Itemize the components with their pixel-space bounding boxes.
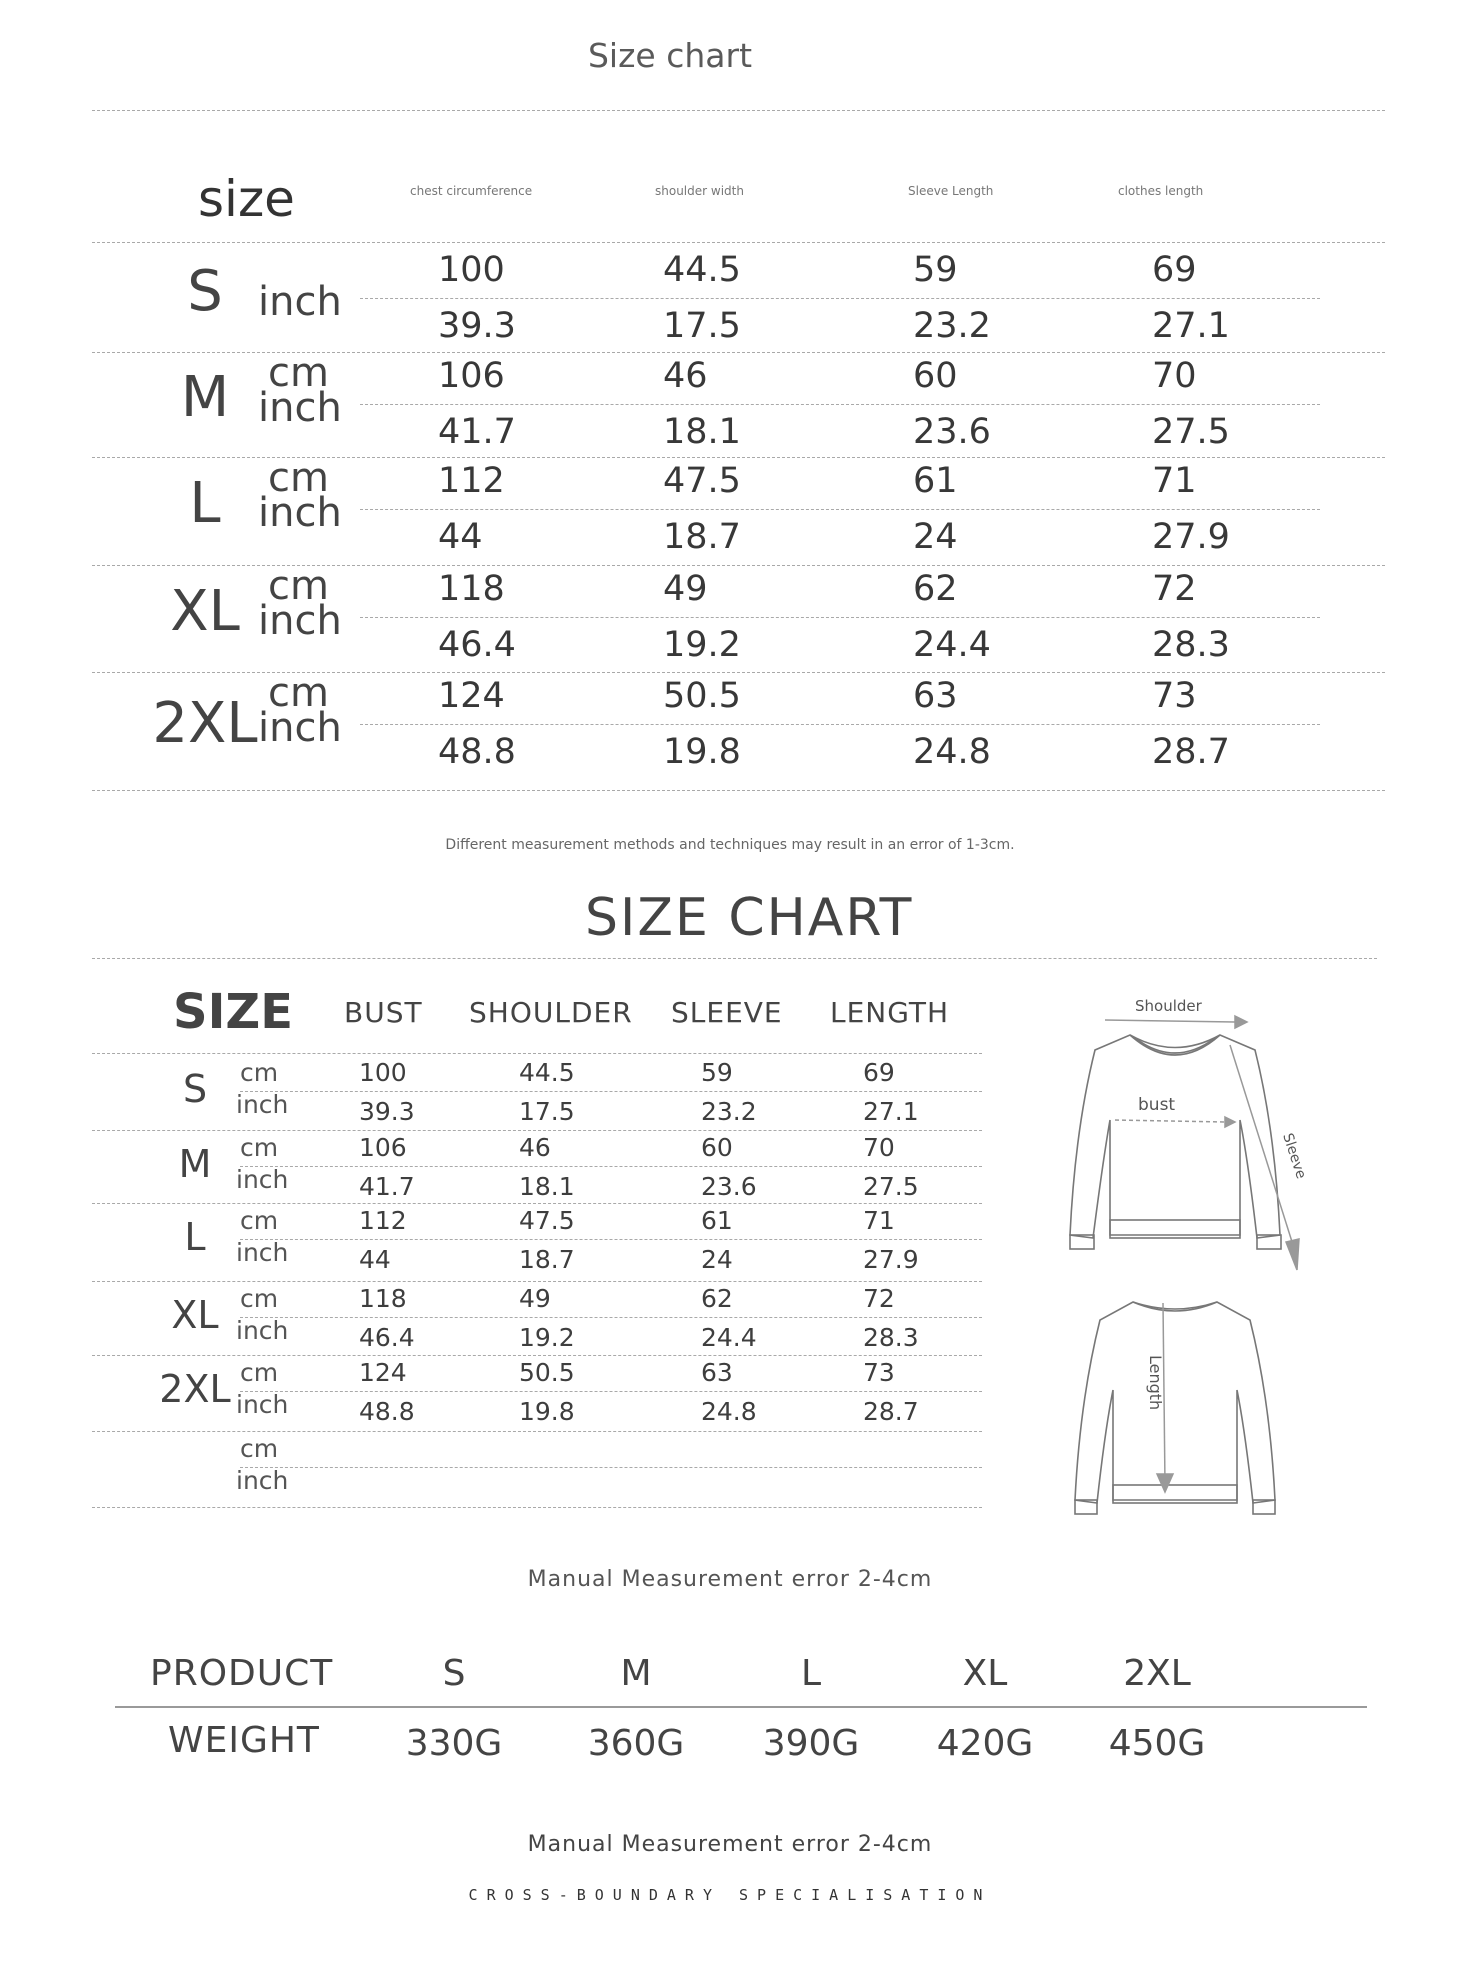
- chart2-header-length: LENGTH: [830, 996, 950, 1029]
- cm-value: 63: [913, 676, 958, 716]
- divider: [92, 1053, 982, 1054]
- divider: [92, 110, 1385, 111]
- chart2-header-shoulder: SHOULDER: [469, 996, 633, 1029]
- unit-cm-label: cm: [240, 1206, 279, 1235]
- inch-value: 41.7: [359, 1172, 415, 1201]
- divider: [360, 724, 1320, 725]
- divider: [360, 509, 1320, 510]
- inch-value: 23.2: [913, 306, 991, 346]
- inch-value: 24: [701, 1245, 733, 1274]
- inch-value: 27.1: [863, 1097, 919, 1126]
- divider: [240, 1467, 982, 1468]
- divider: [240, 1391, 982, 1392]
- inch-value: 23.6: [701, 1172, 757, 1201]
- inch-value: 27.9: [1152, 517, 1230, 557]
- cm-value: 72: [1152, 569, 1197, 609]
- size-label: XL: [171, 1293, 219, 1337]
- divider: [360, 404, 1320, 405]
- divider: [92, 242, 1385, 243]
- inch-value: 28.7: [863, 1397, 919, 1426]
- size-label: L: [189, 471, 221, 536]
- inch-value: 28.3: [863, 1323, 919, 1352]
- divider: [115, 1706, 1367, 1708]
- cm-value: 44.5: [663, 250, 741, 290]
- inch-value: 19.2: [663, 625, 741, 665]
- inch-value: 23.2: [701, 1097, 757, 1126]
- brand-slogan: CROSS-BOUNDARY SPECIALISATION: [468, 1886, 992, 1904]
- cm-value: 59: [701, 1058, 733, 1087]
- inch-value: 17.5: [663, 306, 741, 346]
- cm-value: 49: [663, 569, 708, 609]
- inch-value: 24.4: [701, 1323, 757, 1352]
- divider: [92, 1507, 982, 1508]
- inch-value: 24.8: [913, 732, 991, 772]
- unit-inch-label: inch: [236, 1316, 289, 1345]
- unit-cm-label: cm: [268, 563, 329, 609]
- unit-cm-label: cm: [268, 350, 329, 396]
- cm-value: 44.5: [519, 1058, 575, 1087]
- chart2-header-bust: BUST: [344, 996, 423, 1029]
- cm-value: 73: [1152, 676, 1197, 716]
- size-label: 2XL: [152, 691, 258, 756]
- chart1-note: Different measurement methods and techniques may result in an error of 1-3cm.: [445, 837, 1015, 853]
- product-size: M: [620, 1653, 652, 1694]
- unit-cm-label: cm: [240, 1133, 279, 1162]
- inch-value: 18.7: [519, 1245, 575, 1274]
- inch-value: 18.7: [663, 517, 741, 557]
- cm-value: 60: [913, 356, 958, 396]
- weight-value: 330G: [405, 1723, 503, 1764]
- size-label: XL: [170, 578, 240, 644]
- cm-value: 47.5: [663, 461, 741, 501]
- weight-value: 450G: [1108, 1723, 1206, 1764]
- cm-value: 69: [863, 1058, 895, 1087]
- diagram-length-label: Length: [1146, 1355, 1165, 1411]
- diagram-shoulder-label: Shoulder: [1135, 997, 1202, 1015]
- inch-value: 44: [438, 517, 483, 557]
- weight-value: 360G: [587, 1723, 685, 1764]
- weight-note: Manual Measurement error 2-4cm: [527, 1832, 933, 1857]
- divider: [92, 790, 1385, 791]
- inch-value: 48.8: [359, 1397, 415, 1426]
- chart1-header-chest: chest circumference: [410, 184, 533, 198]
- inch-value: 27.5: [1152, 412, 1230, 452]
- cm-value: 72: [863, 1284, 895, 1313]
- unit-cm-label: cm: [268, 670, 329, 716]
- unit-inch-label: inch: [258, 598, 342, 644]
- cm-value: 60: [701, 1133, 733, 1162]
- inch-value: 23.6: [913, 412, 991, 452]
- unit-inch-label: inch: [236, 1390, 289, 1419]
- unit-inch-label: inch: [236, 1090, 289, 1119]
- weight-value: 390G: [762, 1723, 860, 1764]
- size-label: M: [180, 364, 230, 430]
- divider: [240, 1166, 982, 1167]
- inch-value: 24: [913, 517, 958, 557]
- unit-inch-label: inch: [236, 1466, 289, 1495]
- unit-inch-label: inch: [236, 1238, 289, 1267]
- inch-value: 19.8: [519, 1397, 575, 1426]
- cm-value: 71: [1152, 461, 1197, 501]
- cm-value: 118: [438, 569, 505, 609]
- unit-inch-label: inch: [258, 490, 342, 536]
- cm-value: 46: [519, 1133, 551, 1162]
- inch-value: 27.1: [1152, 306, 1230, 346]
- inch-value: 19.2: [519, 1323, 575, 1352]
- inch-value: 27.5: [863, 1172, 919, 1201]
- inch-value: 44: [359, 1245, 391, 1274]
- cm-value: 63: [701, 1358, 733, 1387]
- chart1-header-sleeve: Sleeve Length: [908, 184, 994, 198]
- cm-value: 106: [438, 356, 505, 396]
- unit-cm-label: cm: [240, 1284, 279, 1313]
- size-label: L: [184, 1215, 206, 1259]
- cm-value: 73: [863, 1358, 895, 1387]
- cm-value: 61: [913, 461, 958, 501]
- inch-value: 46.4: [359, 1323, 415, 1352]
- cm-value: 100: [438, 250, 505, 290]
- product-size: 2XL: [1123, 1653, 1191, 1694]
- unit-inch-label: inch: [236, 1165, 289, 1194]
- inch-value: 39.3: [359, 1097, 415, 1126]
- weight-label: WEIGHT: [168, 1720, 320, 1761]
- divider: [360, 617, 1320, 618]
- divider: [92, 1355, 982, 1356]
- product-size: XL: [962, 1653, 1008, 1694]
- chart2-header-sleeve: SLEEVE: [671, 996, 783, 1029]
- product-label: PRODUCT: [150, 1653, 334, 1694]
- cm-value: 50.5: [663, 676, 741, 716]
- inch-value: 24.4: [913, 625, 991, 665]
- inch-value: 17.5: [519, 1097, 575, 1126]
- divider: [92, 1130, 982, 1131]
- divider: [92, 958, 1377, 959]
- size-label: S: [187, 259, 223, 324]
- cm-value: 50.5: [519, 1358, 575, 1387]
- inch-value: 28.7: [1152, 732, 1230, 772]
- divider: [240, 1317, 982, 1318]
- cm-value: 49: [519, 1284, 551, 1313]
- cm-value: 106: [359, 1133, 407, 1162]
- cm-value: 112: [438, 461, 505, 501]
- cm-value: 124: [359, 1358, 407, 1387]
- chart1-header-shoulder: shoulder width: [655, 184, 744, 198]
- inch-value: 28.3: [1152, 625, 1230, 665]
- size-label: 2XL: [159, 1367, 231, 1411]
- divider: [92, 1203, 982, 1204]
- inch-value: 41.7: [438, 412, 516, 452]
- inch-value: 18.1: [519, 1172, 575, 1201]
- unit-cm-label: cm: [240, 1358, 279, 1387]
- cm-value: 62: [913, 569, 958, 609]
- cm-value: 118: [359, 1284, 407, 1313]
- cm-value: 46: [663, 356, 708, 396]
- chart1-header-length: clothes length: [1118, 184, 1204, 198]
- cm-value: 70: [863, 1133, 895, 1162]
- unit-cm-label: cm: [268, 455, 329, 501]
- inch-value: 46.4: [438, 625, 516, 665]
- unit-inch-label: inch: [258, 385, 342, 431]
- inch-value: 39.3: [438, 306, 516, 346]
- size-label: S: [182, 1067, 208, 1111]
- divider: [92, 1431, 982, 1432]
- divider: [360, 298, 1320, 299]
- cm-value: 69: [1152, 250, 1197, 290]
- unit-cm-label: cm: [240, 1058, 279, 1087]
- inch-value: 19.8: [663, 732, 741, 772]
- inch-value: 48.8: [438, 732, 516, 772]
- cm-value: 70: [1152, 356, 1197, 396]
- cm-value: 59: [913, 250, 958, 290]
- chart2-title: SIZE CHART: [585, 888, 914, 948]
- cm-value: 62: [701, 1284, 733, 1313]
- inch-value: 27.9: [863, 1245, 919, 1274]
- chart2-note: Manual Measurement error 2-4cm: [527, 1567, 933, 1592]
- diagram-bust-label: bust: [1138, 1095, 1176, 1115]
- unit-inch-label: inch: [258, 279, 342, 325]
- size-label: M: [178, 1142, 212, 1186]
- cm-value: 61: [701, 1206, 733, 1235]
- cm-value: 100: [359, 1058, 407, 1087]
- inch-value: 18.1: [663, 412, 741, 452]
- product-size: L: [800, 1653, 822, 1694]
- unit-cm-label: cm: [240, 1434, 279, 1463]
- sweater-measurement-diagram: [1035, 980, 1315, 1540]
- cm-value: 124: [438, 676, 505, 716]
- chart1-size-label: size: [198, 170, 295, 228]
- divider: [240, 1239, 982, 1240]
- inch-value: 24.8: [701, 1397, 757, 1426]
- unit-inch-label: inch: [258, 705, 342, 751]
- cm-value: 71: [863, 1206, 895, 1235]
- cm-value: 47.5: [519, 1206, 575, 1235]
- divider: [240, 1091, 982, 1092]
- weight-value: 420G: [936, 1723, 1034, 1764]
- product-size: S: [442, 1653, 466, 1694]
- chart2-size-label: SIZE: [173, 984, 294, 1040]
- cm-value: 112: [359, 1206, 407, 1235]
- divider: [92, 1281, 982, 1282]
- chart1-title: Size chart: [587, 36, 753, 75]
- diagram-sleeve-label: Sleeve: [1279, 1131, 1309, 1181]
